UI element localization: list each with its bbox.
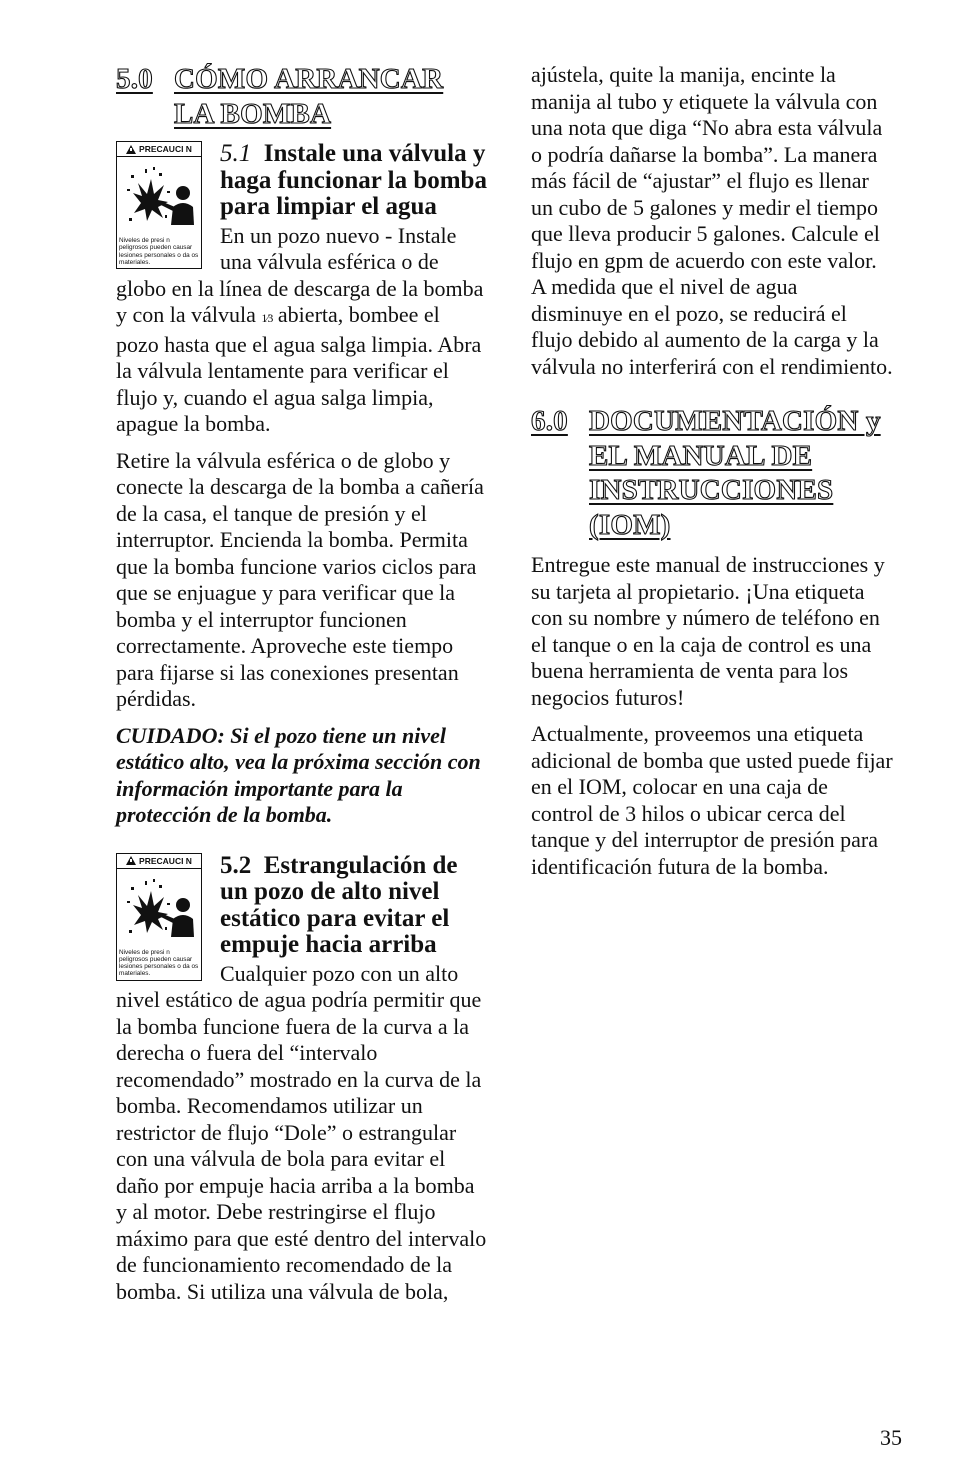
- warning-header: PRECAUCI N: [117, 854, 201, 869]
- paragraph: Entregue este manual de instrucciones y su tarjeta al propietario. ¡Una etiqueta con su nombre y número de teléfono en el tanque o en la caja de control es una buena herramienta de venta para los negocios futuros!: [531, 552, 885, 710]
- warning-triangle-icon: [126, 856, 136, 865]
- section-number: 6.0: [531, 405, 568, 437]
- paragraph: Cualquier pozo con un alto nivel estático de agua podría permitir que la bomba funcione fuera de la curva a la derecha o fuera del “intervalo recomendado” mostrado en la curva de la bomba. Recomendamos utilizar un restrictor de flujo “Dole” o estrangular con una válvula de bola para evitar el daño por empuje hacia arriba a la bomba y al motor. Debe restringirse el flujo máximo para que esté dentro del intervalo de funcionamiento recomendado de la bomba. Si utiliza una válvula de bola,: [116, 960, 487, 1304]
- warning-label: [116, 853, 202, 981]
- paragraph: ajústela, quite la manija, encinte la manija al tubo y etiquete la válvula con una nota que diga “No abra esta válvula o podría dañarse la bomba”. La manera más fácil de “ajustar” el flujo es llenar un cubo de 5 galones y medir el tiempo que lleva producir 5 galones. Calcule el flujo en gpm de acuerdo con este valor. A medida que el nivel de agua disminuye en el pozo, se reducirá el flujo debido al aumento de la carga y la válvula no interferirá con el rendimiento.: [531, 62, 893, 379]
- section-number: 5.0: [116, 63, 153, 95]
- warning-text: Niveles de presi n peligrosos pueden causar lesiones personales o da os materiales.: [119, 948, 199, 978]
- subsection-number: 5.1: [220, 141, 252, 167]
- left-column: [116, 62, 488, 1305]
- section-5-1: [116, 141, 488, 448]
- warning-header: PRECAUCI N: [117, 142, 201, 157]
- warning-triangle-icon: [126, 145, 136, 154]
- warning-text: Niveles de presi n peligrosos pueden causar lesiones personales o da os materiales.: [119, 237, 199, 266]
- right-column: [531, 62, 893, 890]
- paragraph: Actualmente, proveemos una etiqueta adicional de bomba que usted puede fijar en el IOM, colocar en una caja de control de 3 hilos o ubicar cerca del tanque y del interruptor de presión para identificación futura de la bomba.: [531, 721, 893, 879]
- warning-label: [116, 141, 202, 269]
- section-5-heading: [116, 62, 488, 131]
- caution-note: CUIDADO: Si el pozo tiene un nivel estático alto, vea la próxima sección con información importante para la protección de la bomba.: [116, 722, 481, 827]
- fraction: 1⁄3: [261, 311, 273, 325]
- section-title-line: CÓMO ARRANCAR: [174, 63, 444, 95]
- section-title-line: DOCUMENTACIÓN y: [589, 405, 881, 437]
- subsection-title: Instale una válvula y haga funcionar la bomba para limpiar el agua: [220, 141, 487, 220]
- subsection-number: 5.2: [220, 852, 252, 879]
- page-number: 35: [880, 1425, 902, 1450]
- section-title-line: INSTRUCCIONES: [589, 474, 834, 506]
- explosion-person-icon: [123, 163, 195, 229]
- paragraph: Retire la válvula esférica o de globo y conecte la descarga de la bomba a cañería de la casa, el tanque de presión y el interruptor. Encienda la bomba. Permita que la bomba funcione varios ciclos para que se enjuague y para verificar que la bomba y el interruptor funcionen correctamente. Aproveche este tiempo para fijarse si las conexiones presentan pérdidas.: [116, 447, 484, 711]
- section-title-line: EL MANUAL DE: [589, 439, 813, 472]
- section-title-line: LA BOMBA: [174, 97, 332, 130]
- explosion-person-icon: [123, 875, 195, 941]
- section-6-heading: [531, 404, 893, 542]
- subsection-title: Estrangulación de un pozo de alto nivel estático para evitar el empuje hacia arriba: [220, 852, 458, 958]
- paragraph: En un pozo nuevo - Instale una válvula esférica o de globo en la línea de descarga de la bomba y con la válvula 1⁄3 abierta, bombee el pozo hasta que el agua salga limpia. Abra la válvula lentamente para verificar el flujo y, cuando el agua salga limpia, apague la bomba.: [116, 222, 484, 436]
- section-title-line: (IOM): [589, 508, 671, 541]
- section-5-2: [116, 853, 488, 1306]
